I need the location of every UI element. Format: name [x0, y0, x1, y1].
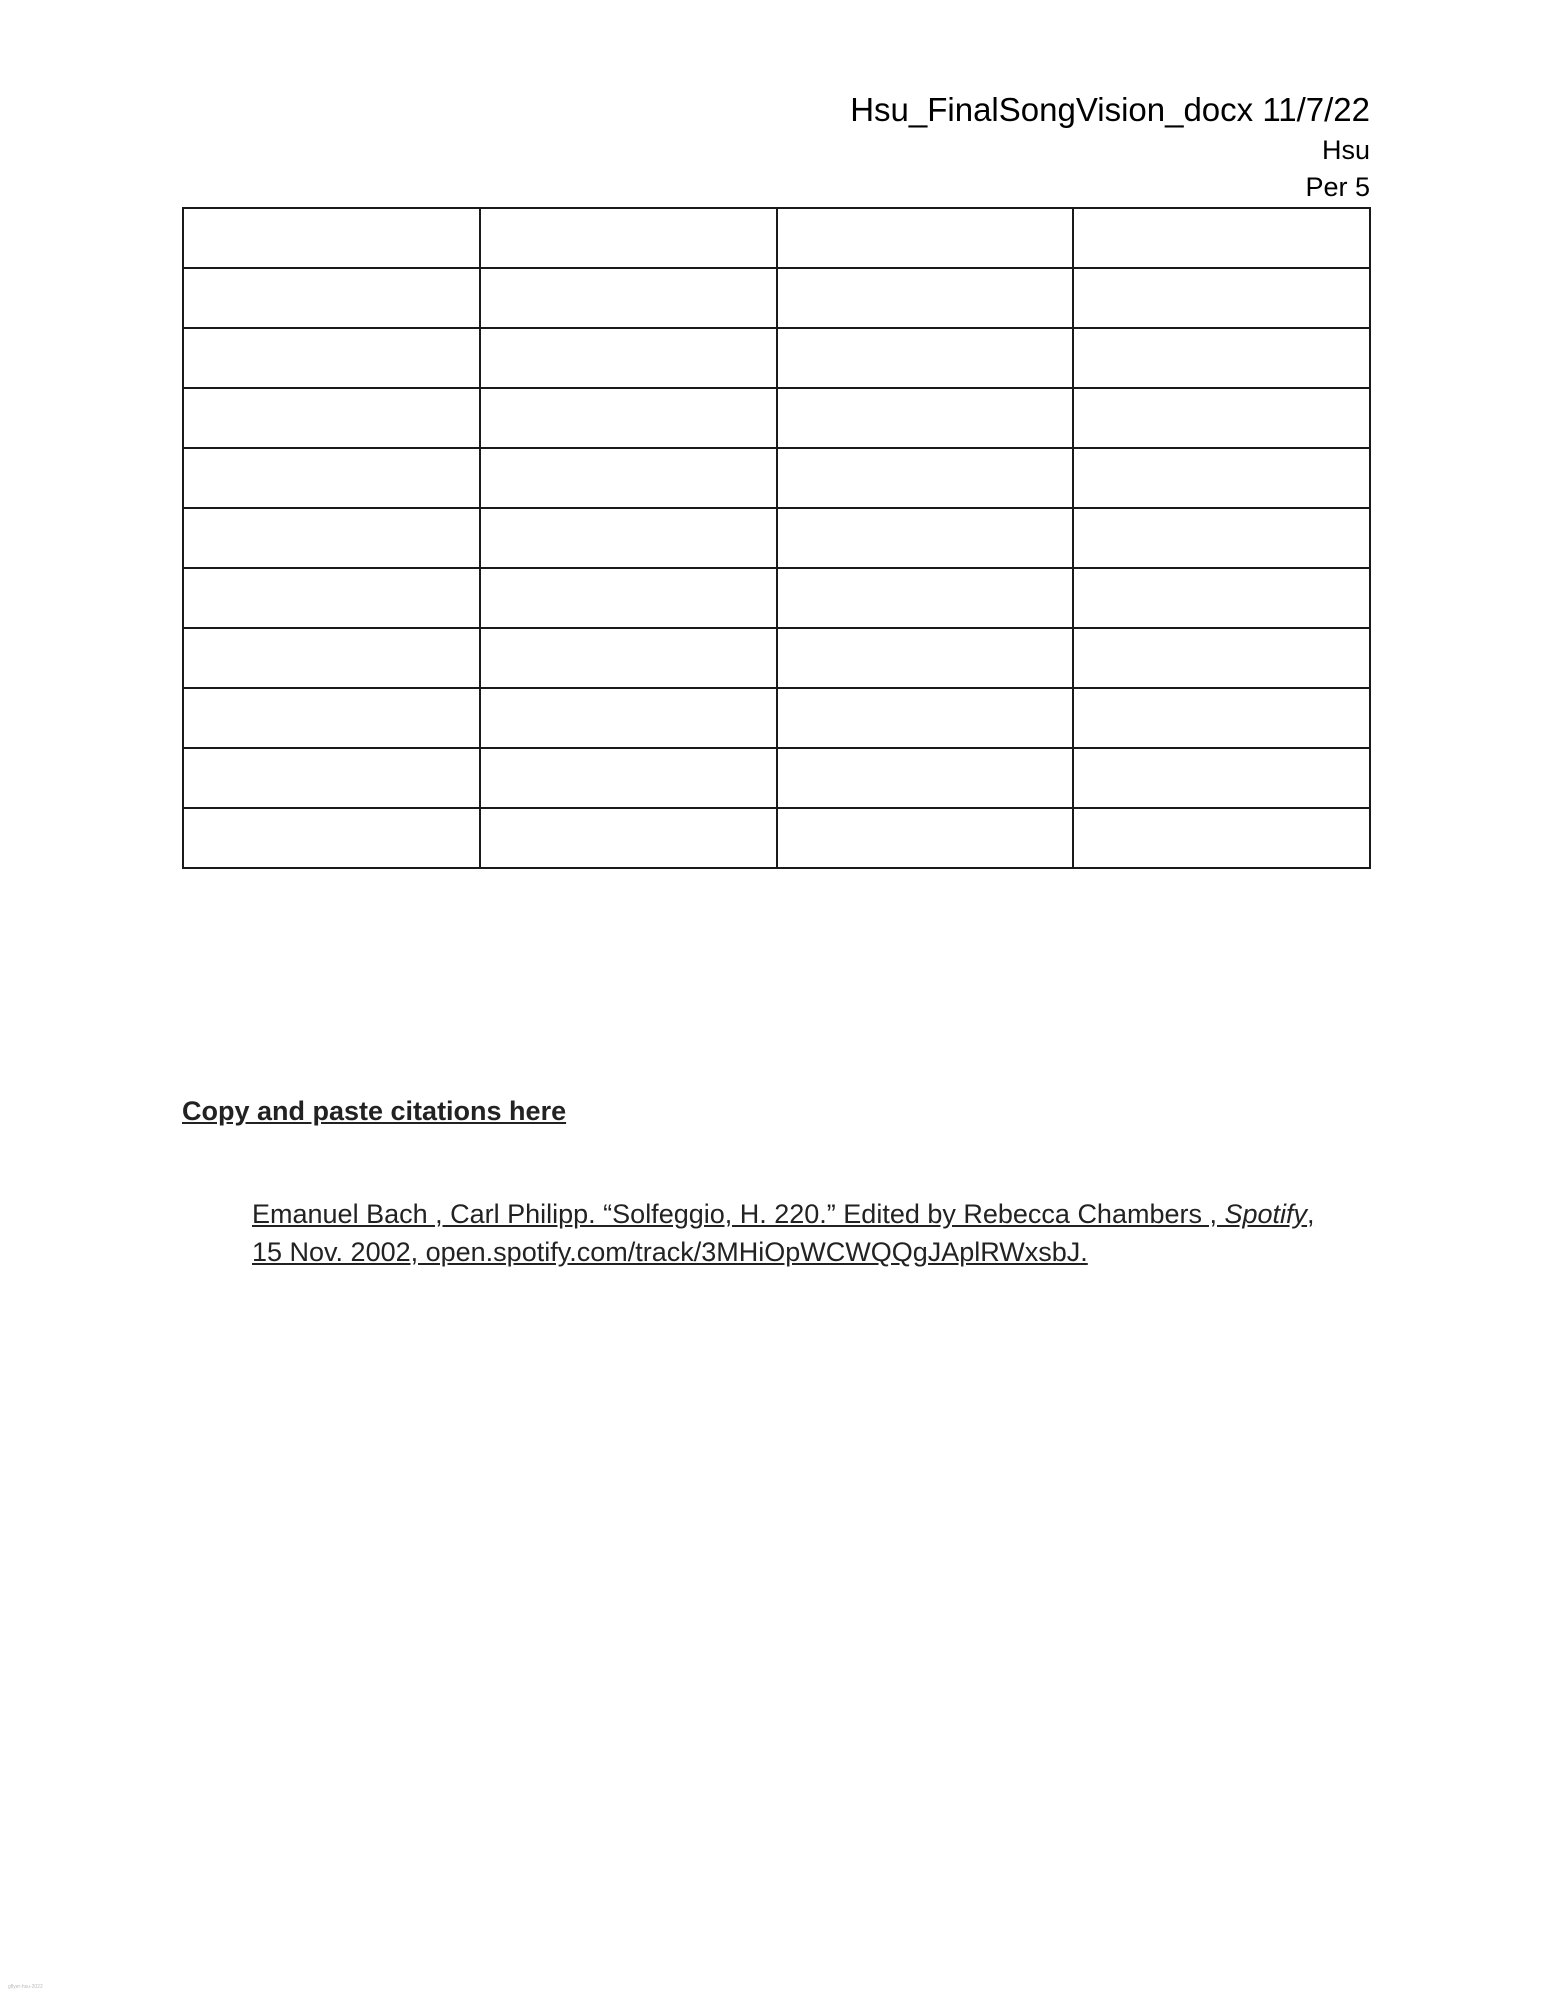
table-row — [183, 448, 1370, 508]
empty-table — [182, 207, 1371, 869]
table-cell — [183, 808, 480, 868]
table-cell — [183, 208, 480, 268]
table-cell — [1073, 748, 1370, 808]
table-cell — [183, 688, 480, 748]
table-cell — [777, 268, 1074, 328]
table-cell — [183, 508, 480, 568]
table-cell — [1073, 628, 1370, 688]
table-cell — [1073, 688, 1370, 748]
table-cell — [1073, 328, 1370, 388]
document-title: Hsu_FinalSongVision_docx 11/7/22 — [850, 91, 1370, 128]
table-cell — [777, 508, 1074, 568]
table-cell — [777, 568, 1074, 628]
table-cell — [183, 268, 480, 328]
citations-heading: Copy and paste citations here — [182, 1096, 567, 1126]
footer-mark: gflyer-hsu-2022 — [8, 1984, 43, 1990]
page-header — [850, 88, 1370, 206]
table-body — [183, 208, 1370, 868]
table-cell — [480, 208, 777, 268]
citation-entry — [252, 1195, 1382, 1271]
table-cell — [777, 208, 1074, 268]
table-cell — [183, 328, 480, 388]
table-cell — [183, 748, 480, 808]
citation-line-2: 15 Nov. 2002, open.spotify.com/track/3MHiOpWCWQQgJAplRWxsbJ. — [252, 1237, 1088, 1267]
table-cell — [1073, 808, 1370, 868]
table-row — [183, 748, 1370, 808]
citation-comma: , — [1307, 1199, 1315, 1229]
table-cell — [480, 268, 777, 328]
table-cell — [183, 628, 480, 688]
table-cell — [183, 448, 480, 508]
table-cell — [183, 568, 480, 628]
table-cell — [480, 628, 777, 688]
table-cell — [480, 808, 777, 868]
table-cell — [1073, 268, 1370, 328]
class-period: Per 5 — [1305, 172, 1370, 202]
table-row — [183, 388, 1370, 448]
table-cell — [1073, 448, 1370, 508]
citation-line-1 — [252, 1195, 1382, 1233]
table-cell — [777, 448, 1074, 508]
table-row — [183, 208, 1370, 268]
table-cell — [480, 748, 777, 808]
citation-publisher: Spotify — [1224, 1199, 1308, 1229]
table-cell — [480, 448, 777, 508]
table-row — [183, 328, 1370, 388]
table-cell — [480, 688, 777, 748]
table-cell — [480, 388, 777, 448]
table-cell — [777, 808, 1074, 868]
table-cell — [1073, 388, 1370, 448]
table-cell — [777, 688, 1074, 748]
table-cell — [1073, 568, 1370, 628]
table-cell — [480, 328, 777, 388]
table-row — [183, 808, 1370, 868]
table-cell — [777, 388, 1074, 448]
table-row — [183, 568, 1370, 628]
table-cell — [183, 388, 480, 448]
table-cell — [777, 328, 1074, 388]
citation-author-title: Emanuel Bach , Carl Philipp. “Solfeggio, H. 220.” Edited by Rebecca Chambers , — [252, 1199, 1225, 1229]
student-name: Hsu — [1321, 135, 1370, 165]
table-cell — [1073, 508, 1370, 568]
table-cell — [777, 628, 1074, 688]
table-cell — [1073, 208, 1370, 268]
table-row — [183, 688, 1370, 748]
table-row — [183, 268, 1370, 328]
table-row — [183, 628, 1370, 688]
table-row — [183, 508, 1370, 568]
table-cell — [480, 508, 777, 568]
table-cell — [777, 748, 1074, 808]
table-cell — [480, 568, 777, 628]
